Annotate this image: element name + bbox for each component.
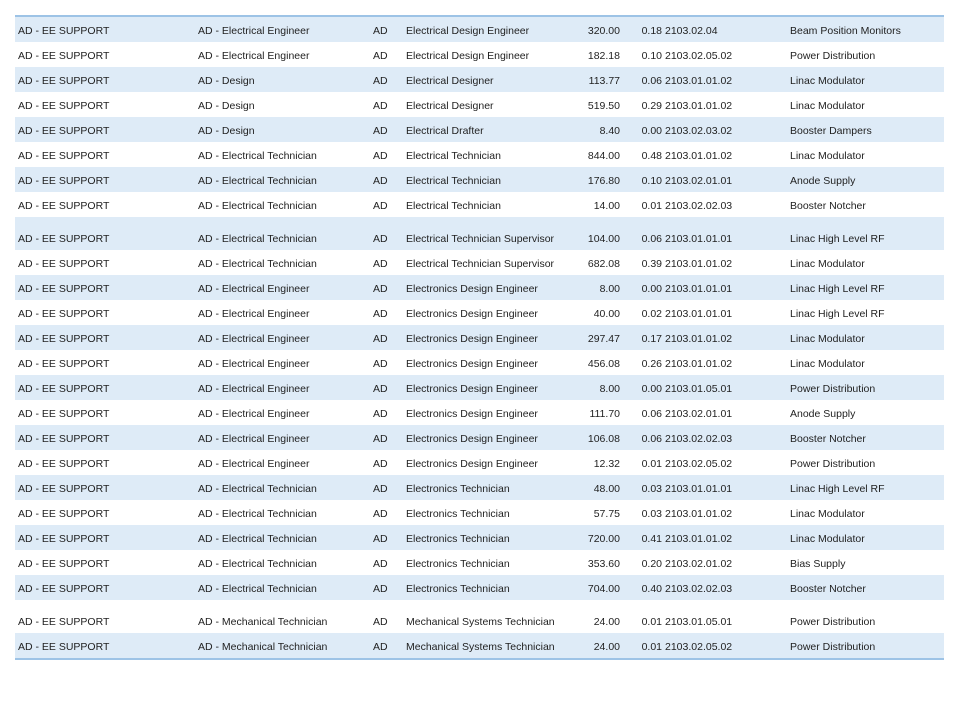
division-cell: AD: [373, 233, 388, 245]
sub-department-cell: AD - Electrical Engineer: [198, 358, 310, 370]
sub-department-cell: AD - Electrical Engineer: [198, 408, 310, 420]
role-cell: Electronics Design Engineer: [406, 283, 538, 295]
hours-cell: 40.00: [593, 308, 620, 320]
hours-cell: 24.00: [593, 616, 620, 628]
wbs-code-cell: 2103.02.02.03: [665, 433, 733, 445]
wbs-description-cell: Booster Notcher: [790, 583, 866, 595]
wbs-description-cell: Linac Modulator: [790, 333, 865, 345]
table-row: [15, 92, 944, 117]
department-cell: AD - EE SUPPORT: [18, 75, 110, 87]
sub-department-cell: AD - Electrical Technician: [198, 583, 317, 595]
division-cell: AD: [373, 383, 388, 395]
division-cell: AD: [373, 283, 388, 295]
sub-department-cell: AD - Mechanical Technician: [198, 641, 328, 653]
wbs-description-cell: Anode Supply: [790, 175, 856, 187]
sub-department-cell: AD - Design: [198, 75, 255, 87]
role-cell: Electrical Technician: [406, 175, 501, 187]
sub-department-cell: AD - Electrical Technician: [198, 233, 317, 245]
role-cell: Electronics Design Engineer: [406, 308, 538, 320]
wbs-code-cell: 2103.02.04: [665, 25, 718, 37]
division-cell: AD: [373, 358, 388, 370]
fraction-cell: 0.17: [641, 333, 662, 345]
fraction-cell: 0.00: [641, 125, 662, 137]
hours-cell: 182.18: [587, 50, 620, 62]
wbs-code-cell: 2103.01.01.02: [665, 508, 733, 520]
hours-cell: 24.00: [593, 641, 620, 653]
wbs-code-cell: 2103.02.05.02: [665, 641, 733, 653]
fraction-cell: 0.41: [641, 533, 662, 545]
department-cell: AD - EE SUPPORT: [18, 508, 110, 520]
wbs-code-cell: 2103.01.01.02: [665, 150, 733, 162]
wbs-description-cell: Power Distribution: [790, 458, 876, 470]
sub-department-cell: AD - Design: [198, 125, 255, 137]
wbs-description-cell: Beam Position Monitors: [790, 25, 901, 37]
wbs-description-cell: Linac Modulator: [790, 508, 865, 520]
wbs-description-cell: Linac High Level RF: [790, 483, 885, 495]
fraction-cell: 0.03: [641, 508, 662, 520]
role-cell: Electrical Designer: [406, 100, 494, 112]
division-cell: AD: [373, 150, 388, 162]
table-row: [15, 250, 944, 275]
hours-cell: 12.32: [593, 458, 620, 470]
table-row: [15, 67, 944, 92]
wbs-description-cell: Linac Modulator: [790, 258, 865, 270]
department-cell: AD - EE SUPPORT: [18, 408, 110, 420]
hours-cell: 297.47: [587, 333, 620, 345]
fraction-cell: 0.01: [641, 641, 662, 653]
fraction-cell: 0.06: [641, 233, 662, 245]
division-cell: AD: [373, 641, 388, 653]
hours-cell: 844.00: [587, 150, 620, 162]
hours-cell: 57.75: [593, 508, 620, 520]
role-cell: Electronics Technician: [406, 533, 510, 545]
table-row: [15, 400, 944, 425]
wbs-code-cell: 2103.02.01.01: [665, 408, 733, 420]
sub-department-cell: AD - Electrical Technician: [198, 150, 317, 162]
division-cell: AD: [373, 125, 388, 137]
table-row: [15, 500, 944, 525]
fraction-cell: 0.01: [641, 616, 662, 628]
role-cell: Electronics Design Engineer: [406, 408, 538, 420]
sub-department-cell: AD - Mechanical Technician: [198, 616, 328, 628]
wbs-code-cell: 2103.01.05.01: [665, 616, 733, 628]
hours-cell: 353.60: [587, 558, 620, 570]
wbs-description-cell: Booster Notcher: [790, 200, 866, 212]
division-cell: AD: [373, 616, 388, 628]
hours-cell: 456.08: [587, 358, 620, 370]
department-cell: AD - EE SUPPORT: [18, 100, 110, 112]
role-cell: Mechanical Systems Technician: [406, 616, 555, 628]
table-row: [15, 217, 944, 250]
fraction-cell: 0.26: [641, 358, 662, 370]
department-cell: AD - EE SUPPORT: [18, 641, 110, 653]
wbs-description-cell: Power Distribution: [790, 641, 876, 653]
sub-department-cell: AD - Electrical Technician: [198, 558, 317, 570]
sub-department-cell: AD - Design: [198, 100, 255, 112]
hours-cell: 682.08: [587, 258, 620, 270]
department-cell: AD - EE SUPPORT: [18, 175, 110, 187]
fraction-cell: 0.02: [641, 308, 662, 320]
table-row: [15, 475, 944, 500]
wbs-code-cell: 2103.02.01.01: [665, 175, 733, 187]
table-row: [15, 450, 944, 475]
wbs-code-cell: 2103.02.02.03: [665, 200, 733, 212]
department-cell: AD - EE SUPPORT: [18, 583, 110, 595]
table-row: [15, 600, 944, 633]
department-cell: AD - EE SUPPORT: [18, 233, 110, 245]
wbs-code-cell: 2103.01.01.01: [665, 483, 733, 495]
sub-department-cell: AD - Electrical Engineer: [198, 333, 310, 345]
spreadsheet-table: [15, 15, 944, 660]
division-cell: AD: [373, 508, 388, 520]
fraction-cell: 0.10: [641, 50, 662, 62]
department-cell: AD - EE SUPPORT: [18, 558, 110, 570]
sub-department-cell: AD - Electrical Engineer: [198, 383, 310, 395]
role-cell: Electronics Technician: [406, 558, 510, 570]
hours-cell: 8.40: [599, 125, 620, 137]
wbs-code-cell: 2103.01.01.01: [665, 283, 733, 295]
role-cell: Electronics Design Engineer: [406, 433, 538, 445]
role-cell: Electronics Technician: [406, 583, 510, 595]
wbs-code-cell: 2103.01.01.02: [665, 75, 733, 87]
table-row: [15, 550, 944, 575]
table-row: [15, 42, 944, 67]
fraction-cell: 0.06: [641, 75, 662, 87]
hours-cell: 519.50: [587, 100, 620, 112]
division-cell: AD: [373, 408, 388, 420]
role-cell: Electrical Technician: [406, 200, 501, 212]
department-cell: AD - EE SUPPORT: [18, 258, 110, 270]
sub-department-cell: AD - Electrical Engineer: [198, 308, 310, 320]
role-cell: Electrical Technician: [406, 150, 501, 162]
role-cell: Electronics Technician: [406, 483, 510, 495]
fraction-cell: 0.00: [641, 383, 662, 395]
division-cell: AD: [373, 175, 388, 187]
wbs-description-cell: Linac High Level RF: [790, 308, 885, 320]
table-row: [15, 117, 944, 142]
wbs-code-cell: 2103.01.01.02: [665, 533, 733, 545]
hours-cell: 14.00: [593, 200, 620, 212]
fraction-cell: 0.01: [641, 200, 662, 212]
wbs-description-cell: Power Distribution: [790, 50, 876, 62]
role-cell: Electronics Design Engineer: [406, 383, 538, 395]
department-cell: AD - EE SUPPORT: [18, 150, 110, 162]
division-cell: AD: [373, 333, 388, 345]
division-cell: AD: [373, 483, 388, 495]
sub-department-cell: AD - Electrical Engineer: [198, 50, 310, 62]
department-cell: AD - EE SUPPORT: [18, 358, 110, 370]
table-row: [15, 325, 944, 350]
wbs-description-cell: Linac High Level RF: [790, 233, 885, 245]
department-cell: AD - EE SUPPORT: [18, 25, 110, 37]
sub-department-cell: AD - Electrical Technician: [198, 175, 317, 187]
wbs-description-cell: Booster Dampers: [790, 125, 872, 137]
department-cell: AD - EE SUPPORT: [18, 50, 110, 62]
sub-department-cell: AD - Electrical Technician: [198, 508, 317, 520]
wbs-code-cell: 2103.01.05.01: [665, 383, 733, 395]
wbs-description-cell: Linac Modulator: [790, 100, 865, 112]
department-cell: AD - EE SUPPORT: [18, 383, 110, 395]
hours-cell: 704.00: [587, 583, 620, 595]
wbs-code-cell: 2103.01.01.01: [665, 233, 733, 245]
fraction-cell: 0.40: [641, 583, 662, 595]
fraction-cell: 0.18: [641, 25, 662, 37]
division-cell: AD: [373, 458, 388, 470]
department-cell: AD - EE SUPPORT: [18, 458, 110, 470]
role-cell: Mechanical Systems Technician: [406, 641, 555, 653]
role-cell: Electrical Technician Supervisor: [406, 258, 555, 270]
division-cell: AD: [373, 433, 388, 445]
division-cell: AD: [373, 258, 388, 270]
table-row: [15, 167, 944, 192]
hours-cell: 113.77: [588, 75, 620, 87]
sub-department-cell: AD - Electrical Engineer: [198, 283, 310, 295]
role-cell: Electronics Technician: [406, 508, 510, 520]
fraction-cell: 0.20: [641, 558, 662, 570]
hours-cell: 320.00: [587, 25, 620, 37]
hours-cell: 106.08: [587, 433, 620, 445]
sub-department-cell: AD - Electrical Technician: [198, 483, 317, 495]
table-row: [15, 300, 944, 325]
wbs-description-cell: Anode Supply: [790, 408, 856, 420]
fraction-cell: 0.06: [641, 433, 662, 445]
division-cell: AD: [373, 25, 388, 37]
table-row: [15, 275, 944, 300]
hours-cell: 8.00: [599, 283, 620, 295]
fraction-cell: 0.29: [641, 100, 662, 112]
role-cell: Electronics Design Engineer: [406, 333, 538, 345]
wbs-code-cell: 2103.02.03.02: [665, 125, 733, 137]
wbs-code-cell: 2103.01.01.02: [665, 333, 733, 345]
sub-department-cell: AD - Electrical Technician: [198, 258, 317, 270]
division-cell: AD: [373, 583, 388, 595]
wbs-code-cell: 2103.02.05.02: [665, 50, 733, 62]
table-row: [15, 375, 944, 400]
role-cell: Electrical Technician Supervisor: [406, 233, 555, 245]
division-cell: AD: [373, 200, 388, 212]
wbs-code-cell: 2103.01.01.01: [665, 308, 733, 320]
table-row: [15, 525, 944, 550]
role-cell: Electronics Design Engineer: [406, 458, 538, 470]
hours-cell: 8.00: [599, 383, 620, 395]
department-cell: AD - EE SUPPORT: [18, 333, 110, 345]
hours-cell: 176.80: [587, 175, 620, 187]
fraction-cell: 0.10: [641, 175, 662, 187]
department-cell: AD - EE SUPPORT: [18, 308, 110, 320]
division-cell: AD: [373, 50, 388, 62]
division-cell: AD: [373, 100, 388, 112]
fraction-cell: 0.00: [641, 283, 662, 295]
wbs-description-cell: Linac Modulator: [790, 75, 865, 87]
wbs-description-cell: Power Distribution: [790, 616, 876, 628]
wbs-code-cell: 2103.01.01.02: [665, 358, 733, 370]
wbs-code-cell: 2103.02.01.02: [665, 558, 733, 570]
role-cell: Electronics Design Engineer: [406, 358, 538, 370]
division-cell: AD: [373, 308, 388, 320]
table-body: [15, 17, 944, 660]
division-cell: AD: [373, 533, 388, 545]
table-row: [15, 17, 944, 42]
fraction-cell: 0.48: [641, 150, 662, 162]
hours-cell: 720.00: [587, 533, 620, 545]
fraction-cell: 0.06: [641, 408, 662, 420]
role-cell: Electrical Design Engineer: [406, 25, 530, 37]
division-cell: AD: [373, 558, 388, 570]
department-cell: AD - EE SUPPORT: [18, 433, 110, 445]
sub-department-cell: AD - Electrical Engineer: [198, 433, 310, 445]
table-row: [15, 350, 944, 375]
hours-cell: 104.00: [587, 233, 620, 245]
wbs-description-cell: Bias Supply: [790, 558, 846, 570]
department-cell: AD - EE SUPPORT: [18, 533, 110, 545]
wbs-code-cell: 2103.02.05.02: [665, 458, 733, 470]
table-row: [15, 575, 944, 600]
wbs-description-cell: Booster Notcher: [790, 433, 866, 445]
wbs-description-cell: Power Distribution: [790, 383, 876, 395]
table-row: [15, 425, 944, 450]
wbs-description-cell: Linac Modulator: [790, 358, 865, 370]
fraction-cell: 0.01: [641, 458, 662, 470]
role-cell: Electrical Design Engineer: [406, 50, 530, 62]
department-cell: AD - EE SUPPORT: [18, 125, 110, 137]
department-cell: AD - EE SUPPORT: [18, 483, 110, 495]
sub-department-cell: AD - Electrical Technician: [198, 200, 317, 212]
sub-department-cell: AD - Electrical Technician: [198, 533, 317, 545]
wbs-description-cell: Linac Modulator: [790, 150, 865, 162]
table-row: [15, 633, 944, 660]
wbs-description-cell: Linac Modulator: [790, 533, 865, 545]
role-cell: Electrical Drafter: [406, 125, 484, 137]
wbs-code-cell: 2103.01.01.02: [665, 258, 733, 270]
hours-cell: 111.70: [589, 408, 620, 420]
department-cell: AD - EE SUPPORT: [18, 616, 110, 628]
fraction-cell: 0.39: [641, 258, 662, 270]
table-row: [15, 142, 944, 167]
division-cell: AD: [373, 75, 388, 87]
wbs-code-cell: 2103.01.01.02: [665, 100, 733, 112]
table-row: [15, 192, 944, 217]
department-cell: AD - EE SUPPORT: [18, 283, 110, 295]
sub-department-cell: AD - Electrical Engineer: [198, 458, 310, 470]
sub-department-cell: AD - Electrical Engineer: [198, 25, 310, 37]
fraction-cell: 0.03: [641, 483, 662, 495]
role-cell: Electrical Designer: [406, 75, 494, 87]
wbs-code-cell: 2103.02.02.03: [665, 583, 733, 595]
wbs-description-cell: Linac High Level RF: [790, 283, 885, 295]
hours-cell: 48.00: [593, 483, 620, 495]
department-cell: AD - EE SUPPORT: [18, 200, 110, 212]
